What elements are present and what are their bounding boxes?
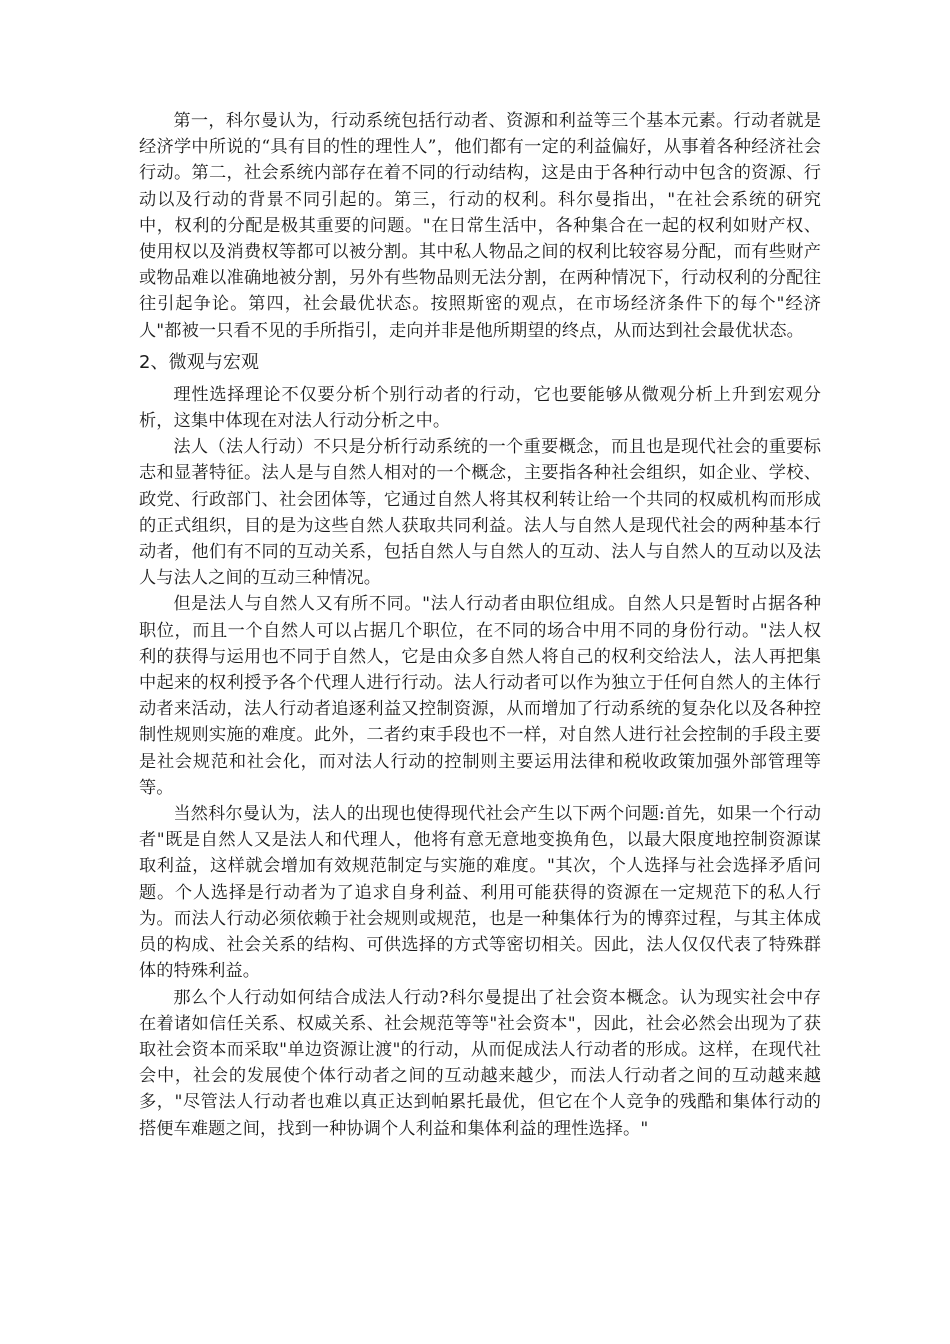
paragraph: 法人（法人行动）不只是分析行动系统的一个重要概念，而且也是现代社会的重要标志和显著特征。法人是与自然人相对的一个概念，主要指各种社会组织，如企业、学校、政党、行政部门、社会团体等，它通过自然人将其权利转让给一个共同的权威机构而形成的正式组织，目的是为这些自然人获取共同利益。法人与自然人是现代社会的两种基本行动者，他们有不同的互动关系，包括自然人与自然人的互动、法人与自然人的互动以及法人与法人之间的互动三种情况。 (139, 437, 821, 589)
paragraph: 那么个人行动如何结合成法人行动?科尔曼提出了社会资本概念。认为现实社会中存在着诸如信任关系、权威关系、社会规范等等"社会资本"，因此，社会必然会出现为了获取社会资本而采取"单边资源让渡"的行动，从而促成法人行动者的形成。这样，在现代社会中，社会的发展使个体行动者之间的互动越来越少，而法人行动者之间的互动越来越多，"尽管法人行动者也难以真正达到帕累托最优，但它在个人竞争的残酷和集体行动的搭便车难题之间，找到一种协调个人利益和集体利益的理性选择。" (139, 987, 821, 1139)
paragraph: 理性选择理论不仅要分析个别行动者的行动，它也要能够从微观分析上升到宏观分析，这集中体现在对法人行动分析之中。 (139, 384, 821, 432)
section-heading: 2、微观与宏观 (139, 351, 260, 373)
document-body (139, 108, 821, 1142)
paragraph-opening: 第一，科尔曼认为，行动系统包括行动者、资源和利益等三个基本元素。行动者就是经济学中所说的“具有目的性的理性人”，他们都有一定的利益偏好，从事着各种经济社会行动。第二，社会系统内部存在着不同的行动结构，这是由于各种行动中包含的资源、行动以及行动的背景不同引起的。第三，行动的权利。科尔曼指出，"在社会系统的研究中，权利的分配是极其重要的问题。"在日常生活中，各种集合在一起的权利如财产权、使用权以及消费权等都可以被分割。其中私人物品之间的权利比较容易分配，而有些财产或物品难以准确地被分割，另外有些物品则无法分割，在两种情况下，行动权利的分配往往引起争论。第四，社会最优状态。按照斯密的观点，在市场经济条件下的每个"经济人"都被一只看不见的手所指引，走向并非是他所期望的终点，从而达到社会最优状态。 (139, 111, 821, 341)
paragraph: 但是法人与自然人又有所不同。"法人行动者由职位组成。自然人只是暂时占据各种职位，而且一个自然人可以占据几个职位，在不同的场合中用不同的身份行动。"法人权利的获得与运用也不同于自然人，它是由众多自然人将自己的权利交给法人，法人再把集中起来的权利授予各个代理人进行行动。法人行动者可以作为独立于任何自然人的主体行动者来活动，法人行动者追逐利益又控制资源，从而增加了行动系统的复杂化以及各种控制性规则实施的难度。此外，二者约束手段也不一样，对自然人进行社会控制的手段主要是社会规范和社会化，而对法人行动的控制则主要运用法律和税收政策加强外部管理等等。 (139, 594, 821, 798)
paragraph: 当然科尔曼认为，法人的出现也使得现代社会产生以下两个问题:首先，如果一个行动者"既是自然人又是法人和代理人，他将有意无意地变换角色，以最大限度地控制资源谋取利益，这样就会增加有效规范制定与实施的难度。"其次，个人选择与社会选择矛盾问题。个人选择是行动者为了追求自身利益、利用可能获得的资源在一定规范下的私人行为。而法人行动必须依赖于社会规则或规范，也是一种集体行为的博弈过程，与其主体成员的构成、社会关系的结构、可供选择的方式等密切相关。因此，法人仅仅代表了特殊群体的特殊利益。 (139, 804, 821, 982)
